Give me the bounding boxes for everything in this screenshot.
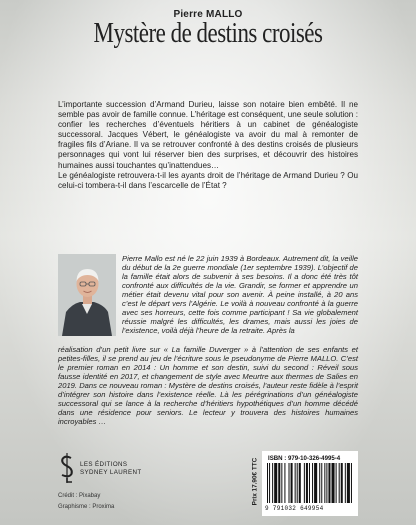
barcode-bar [324, 463, 325, 503]
synopsis-paragraph: L’importante succession d’Armand Durieu, laisse son notaire bien embêté. Il ne semble pas avoir de famille connue. L’héritage est conséquent, une seule solution : confier les recherches d’éventuels héritiers à un cabinet de généalogiste successoral. Jacques Vébert, le généalogiste va avoir du mal à remonter de fragiles fils d’Ariane. Il va se retrouver confronté à des destins croisés de plusieurs personnages qui vont lui réserver bien des surprises, et découvrir des histoires humaines aussi touchantes qu’inattendues… [58, 100, 358, 170]
barcode-bar [267, 463, 268, 503]
barcode-number: 9 791032 649954 [265, 505, 324, 512]
barcode-bar [274, 463, 277, 503]
barcode-bar [278, 463, 280, 503]
barcode-bar [281, 463, 282, 503]
publisher-line1: LES ÉDITIONS [80, 461, 128, 468]
barcode-bar [351, 463, 352, 503]
barcode-bar [312, 463, 313, 503]
barcode-bar [321, 463, 322, 503]
barcode-bar [341, 463, 343, 503]
barcode-bar [295, 463, 296, 503]
sl-monogram-logo [58, 452, 76, 484]
author-bio-continued: réalisation d’un petit livre sur « La famille Duverger » à l’attention de ses enfants et petites-filles, il se prend au jeu de l’écriture sous le pseudonyme de Pierre MALLO. C’est le premier roman en 2014 : Un homme et son destin, suivi du second : Réveil sous fausse identité en 2017, et changement de style avec Meurtre aux thermes de Salies en 2019. Dans ce nouveau roman : Mystère de destins croisés, l’auteur reste fidèle à l’esprit d’intégrer son histoire dans l’existence réelle. Là les pérégrinations d’un généalogiste successoral qui se lance à la recherche d’héritiers hypothétiques d’un homme décédé dans une résidence pour seniors. Le lecteur y trouvera des histoires humaines incroyables … [58, 345, 358, 427]
isbn-barcode-box [262, 451, 358, 516]
isbn-label: ISBN : 979-10-326-4995-4 [268, 455, 341, 462]
design-credit: Graphisme : Proxima [58, 503, 115, 510]
publisher-line2: SYDNEY LAURENT [80, 468, 142, 476]
publisher-name [80, 461, 160, 476]
barcode-bar [314, 463, 317, 503]
barcode [267, 463, 353, 503]
barcode-bar [309, 463, 310, 503]
barcode-bar [291, 463, 293, 503]
credits [58, 491, 114, 512]
barcode-bar [336, 463, 337, 503]
price-label [250, 451, 259, 515]
barcode-bar [299, 463, 301, 503]
photo-credit: Crédit : Pixabay [58, 493, 101, 499]
barcode-bar [272, 463, 273, 503]
author-name: Pierre MALLO [173, 9, 243, 20]
barcode-bar [339, 463, 340, 503]
barcode-bar [289, 463, 290, 503]
author-bio: Pierre Mallo est né le 22 juin 1939 à Bordeaux. Autrement dit, la veille du début de la 2e guerre mondiale (1er septembre 1939). L’objectif de la famille était alors de subvenir à ses besoins. Il a donc été très tôt confronté aux difficultés de la vie. Grandir, se former et apprendre un métier était devenu vital pour son avenir. À peine installé, à 20 ans c’est le départ vers l’Algérie. Le voilà à nouveau confronté à la guerre avec ses horreurs, cette fois comme participant ! Sa vie globalement réussie malgré les difficultés, les drames, mais aussi les joies de l’existence, voilà déjà l’heure de la retraite. Après la [122, 254, 358, 336]
book-title: Mystère de destins croisés [93, 18, 323, 49]
barcode-bar [297, 463, 298, 503]
author-photo [58, 254, 116, 336]
barcode-bar [326, 463, 327, 503]
synopsis-question: Le généalogiste retrouvera-t-il les ayants droit de l’héritage de Armand Durieu ? Ou celui-ci tombera-t-il dans l’escarcelle de l’État ? [58, 170, 358, 190]
barcode-bar [347, 463, 350, 503]
barcode-bar [306, 463, 308, 503]
barcode-bar [304, 463, 305, 503]
synopsis [58, 100, 358, 191]
barcode-bar [284, 463, 285, 503]
barcode-bar [269, 463, 270, 503]
barcode-bar [328, 463, 330, 503]
price-text: Prix 17.90€ TTC [251, 457, 259, 506]
barcode-bar [345, 463, 346, 503]
barcode-bar [332, 463, 335, 503]
barcode-bar [319, 463, 320, 503]
